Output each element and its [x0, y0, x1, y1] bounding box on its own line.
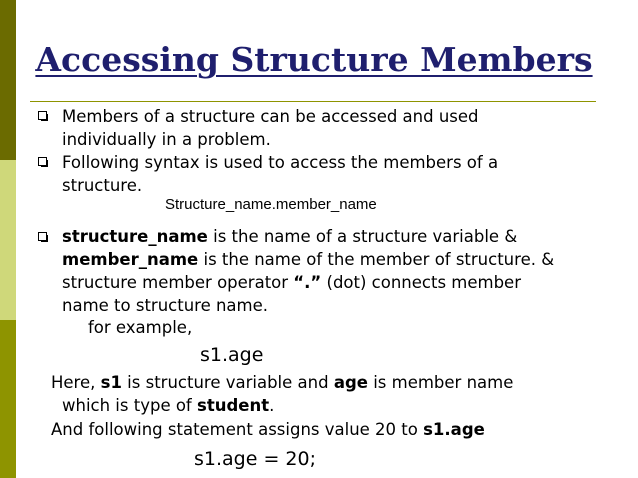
bullet-3-text: structure member operator	[62, 273, 294, 292]
here-text: is structure variable and	[121, 373, 334, 392]
here-text: is member name	[367, 373, 514, 392]
syntax-example: Structure_name.member_name	[165, 196, 377, 213]
bullet-3	[62, 225, 622, 317]
assign-text: And following statement assigns value 20 to	[51, 420, 424, 439]
here-line-2	[62, 394, 274, 417]
for-example-label: for example,	[88, 318, 193, 337]
bullet-2-line-2: structure.	[62, 176, 143, 195]
here-line-1	[51, 371, 513, 394]
slide-title: Accessing Structure Members	[35, 40, 593, 79]
bullet-3-text: is the name of the member of structure. &	[198, 250, 555, 269]
bullet-2	[62, 151, 622, 197]
term-age: age	[333, 373, 368, 392]
sidebar-segment-bottom	[0, 320, 16, 478]
bullet-3-text: (dot) connects member	[321, 273, 521, 292]
square-bullet-icon	[38, 111, 47, 120]
bullet-1-line-2: individually in a problem.	[62, 130, 271, 149]
here-text: Here,	[51, 373, 101, 392]
here-text: which is type of	[62, 396, 197, 415]
bullet-3-text: is the name of a structure variable &	[207, 227, 518, 246]
bullet-1-line-1: Members of a structure can be accessed and used	[62, 107, 479, 126]
bullet-2-line-1: Following syntax is used to access the members of a	[62, 153, 499, 172]
sidebar-segment-top	[0, 0, 16, 160]
dot-operator: “.”	[293, 273, 322, 292]
bullet-3-line-4: name to structure name.	[62, 296, 269, 315]
sidebar-segment-middle	[0, 160, 16, 320]
assignment-statement: s1.age = 20;	[194, 448, 316, 470]
bullet-1	[62, 105, 622, 151]
example-expression: s1.age	[200, 344, 264, 366]
bullet-3-line-2	[62, 248, 622, 271]
term-student: student	[197, 396, 270, 415]
term-s1-age: s1.age	[423, 420, 485, 439]
term-s1: s1	[100, 373, 122, 392]
bullet-3-line-3	[62, 271, 622, 294]
term-member-name: member_name	[62, 250, 199, 269]
assign-line	[51, 418, 485, 441]
here-text: .	[269, 396, 275, 415]
square-bullet-icon	[38, 157, 47, 166]
square-bullet-icon	[38, 232, 47, 241]
title-divider	[30, 101, 596, 102]
bullet-3-line-1	[62, 225, 622, 248]
term-structure-name: structure_name	[62, 227, 208, 246]
